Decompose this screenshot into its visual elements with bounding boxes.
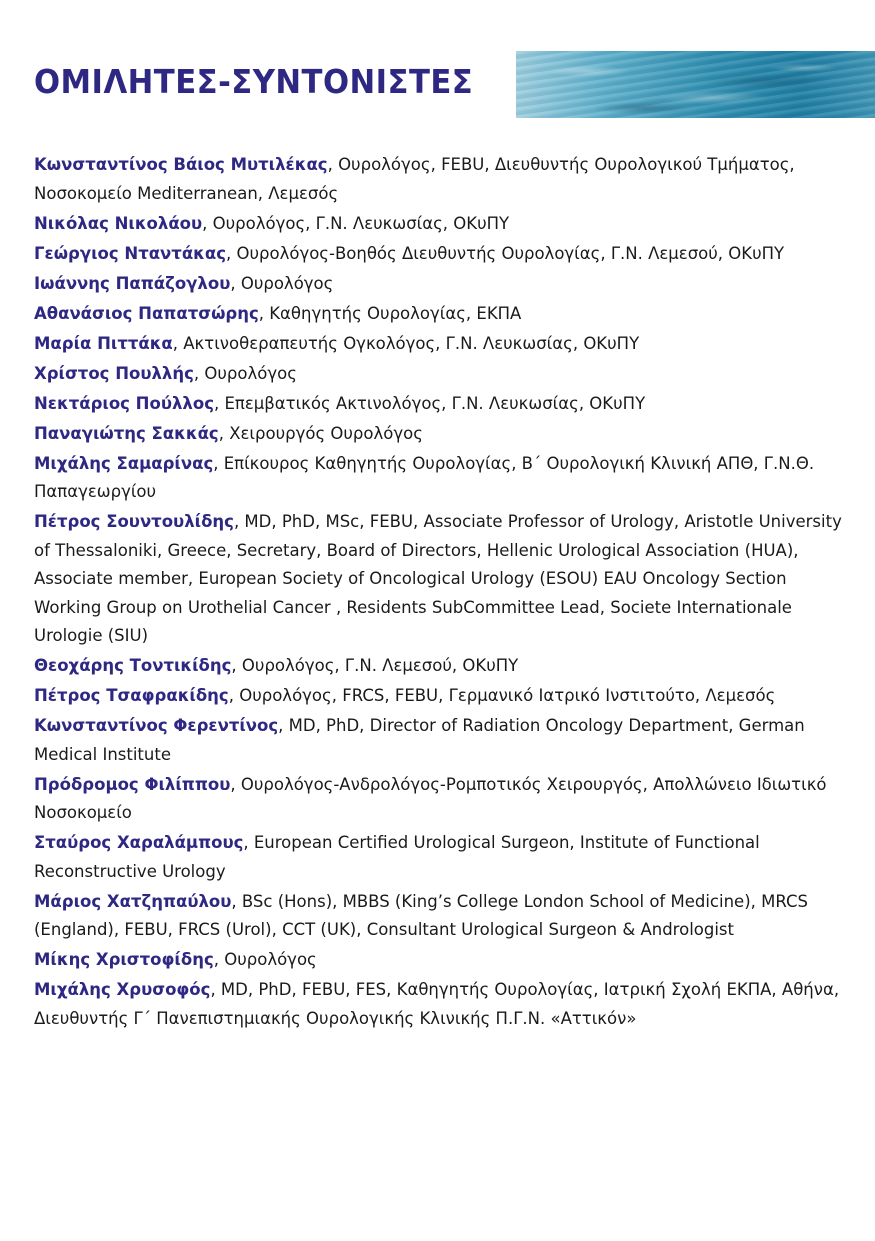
speakers-list <box>34 151 849 1035</box>
speaker-entry <box>34 946 849 975</box>
speaker-entry <box>34 330 849 359</box>
speaker-name: Κωνσταντίνος Φερεντίνος <box>34 716 279 735</box>
speaker-entry <box>34 151 849 208</box>
speaker-details: , European Certified Urological Surgeon, Institute of Functional Reconstructive Urology <box>34 833 760 881</box>
speaker-entry <box>34 270 849 299</box>
speaker-entry <box>34 240 849 269</box>
speaker-name: Νικόλας Νικολάου <box>34 213 203 233</box>
speaker-details: , MD, PhD, Director of Radiation Oncology Department, German Medical Institute <box>34 716 805 764</box>
speaker-entry <box>34 390 849 419</box>
speaker-details: , Ουρολόγος, FEBU, Διευθυντής Ουρολογικού Τμήματος, Νοσοκομείο Mediterranean, Λεμεσός <box>34 155 795 203</box>
speaker-entry <box>34 420 849 449</box>
speaker-details: , Ουρολόγος, FRCS, FEBU, Γερμανικό Ιατρικό Ινστιτούτο, Λεμεσός <box>228 686 776 705</box>
speaker-name: Παναγιώτης Σακκάς <box>34 423 219 443</box>
speaker-details: , Επίκουρος Καθηγητής Ουρολογίας, Β΄ Ουρολογική Κλινική ΑΠΘ, Γ.Ν.Θ. Παπαγεωργίου <box>34 453 815 501</box>
speaker-details: , MD, PhD, MSc, FEBU, Associate Professor of Urology, Aristotle University of Thessaloniki, Greece, Secretary, Board of Directors, Hellenic Urological Association (HUA), Associate member, European Society of Oncological Urology (ESOU) EAU Oncology Section Working Group on Urothelial Cancer , Residents SubCommittee Lead, Societe Internationale Urologie (SIU) <box>34 512 842 645</box>
speaker-details: , Ουρολόγος-Ανδρολόγος-Ρομποτικός Χειρουργός, Απολλώνειο Ιδιωτικό Νοσοκομείο <box>34 774 827 822</box>
speaker-name: Μιχάλης Χρυσοφός <box>34 980 211 999</box>
water-banner-image <box>516 51 875 118</box>
speaker-name: Κωνσταντίνος Βάιος Μυτιλέκας <box>34 155 328 174</box>
speaker-name: Γεώργιος Νταντάκας <box>34 243 226 263</box>
speaker-entry <box>34 450 849 507</box>
speaker-details: , Ουρολόγος, Γ.Ν. Λεμεσού, ΟΚυΠΥ <box>231 656 519 675</box>
speaker-name: Νεκτάριος Πούλλος <box>34 393 214 413</box>
speaker-name: Πέτρος Σουντουλίδης <box>34 512 234 531</box>
speaker-entry <box>34 771 849 828</box>
speaker-name: Θεοχάρης Τοντικίδης <box>34 656 232 675</box>
speaker-details: , Ακτινοθεραπευτής Ογκολόγος, Γ.Ν. Λευκωσίας, ΟΚυΠΥ <box>172 333 640 353</box>
speaker-details: , Ουρολόγος-Βοηθός Διευθυντής Ουρολογίας, Γ.Ν. Λεμεσού, ΟΚυΠΥ <box>226 243 785 263</box>
page-title: ΟΜΙΛΗΤΕΣ-ΣΥΝΤΟΝΙΣΤΕΣ <box>34 62 474 101</box>
speaker-details: , Καθηγητής Ουρολογίας, ΕΚΠΑ <box>258 303 522 323</box>
speaker-entry <box>34 829 849 886</box>
speaker-name: Πέτρος Τσαφρακίδης <box>34 686 229 705</box>
speaker-name: Μιχάλης Σαμαρίνας <box>34 453 214 473</box>
speaker-name: Αθανάσιος Παπατσώρης <box>34 303 259 323</box>
speaker-name: Ιωάννης Παπάζογλου <box>34 273 231 293</box>
speaker-name: Μίκης Χριστοφίδης <box>34 950 214 969</box>
speaker-entry <box>34 300 849 329</box>
speaker-entry <box>34 360 849 389</box>
speaker-entry <box>34 888 849 945</box>
speaker-details: , Ουρολόγος <box>230 273 334 293</box>
speaker-name: Σταύρος Χαραλάμπους <box>34 833 244 852</box>
speaker-name: Πρόδρομος Φιλίππου <box>34 774 231 794</box>
speaker-name: Μαρία Πιττάκα <box>34 333 173 353</box>
speaker-entry <box>34 508 849 651</box>
speaker-entry <box>34 210 849 239</box>
speaker-details: , Επεμβατικός Ακτινολόγος, Γ.Ν. Λευκωσίας, ΟΚυΠΥ <box>213 393 646 413</box>
speaker-details: , Ουρολόγος <box>213 950 317 969</box>
speaker-entry <box>34 976 849 1033</box>
speaker-entry <box>34 652 849 681</box>
speaker-entry <box>34 682 849 711</box>
speaker-details: , BSc (Hons), MBBS (King’s College London School of Medicine), MRCS (England), FEBU, FRCS (Urol), CCT (UK), Consultant Urological Surgeon & Andrologist <box>34 891 808 939</box>
speaker-details: , Χειρουργός Ουρολόγος <box>218 423 423 443</box>
speaker-entry <box>34 712 849 769</box>
speaker-name: Χρίστος Πουλλής <box>34 363 194 383</box>
speaker-details: , MD, PhD, FEBU, FES, Καθηγητής Ουρολογίας, Ιατρική Σχολή ΕΚΠΑ, Αθήνα, Διευθυντής Γ΄ Πανεπιστημιακής Ουρολογικής Κλινικής Π.Γ.Ν. «Αττικόν» <box>34 980 840 1028</box>
speaker-name: Μάριος Χατζηπαύλου <box>34 891 232 911</box>
speaker-details: , Ουρολόγος <box>193 363 297 383</box>
speaker-details: , Ουρολόγος, Γ.Ν. Λευκωσίας, ΟΚυΠΥ <box>202 213 510 233</box>
